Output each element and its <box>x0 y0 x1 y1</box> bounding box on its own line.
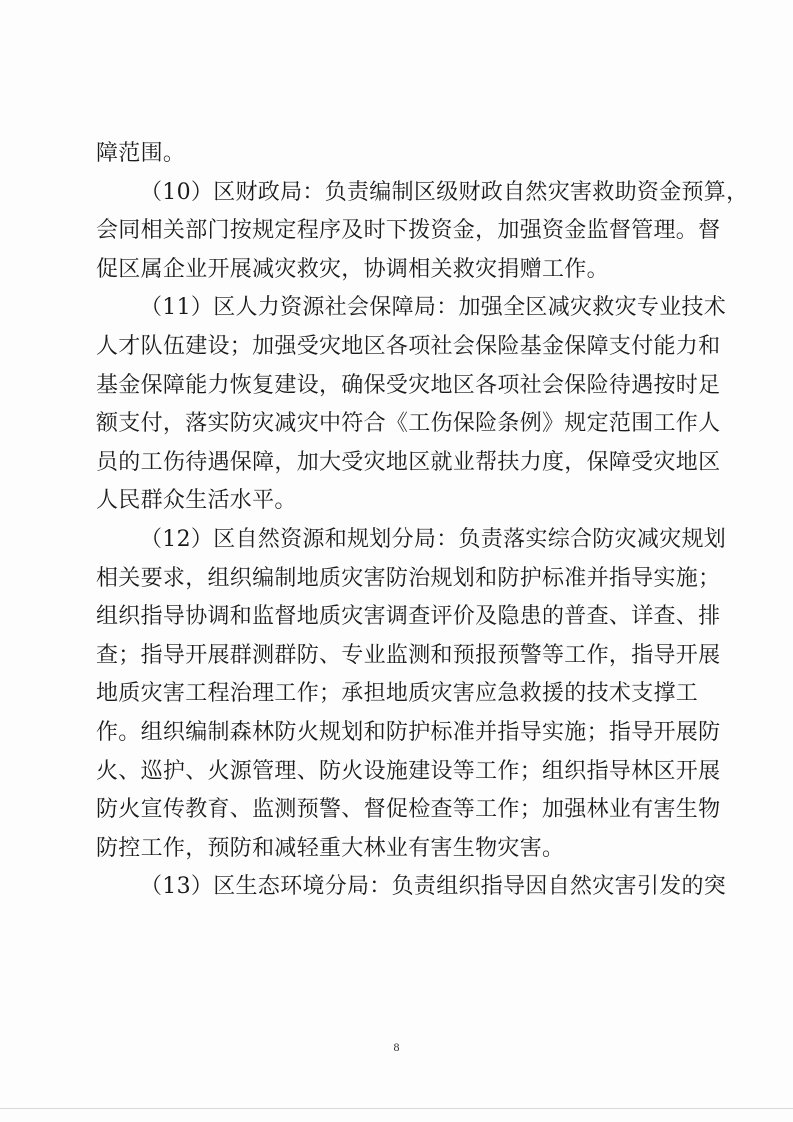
text-line: 障范围。 <box>96 141 186 166</box>
text-line: 防火宣传教育、监测预警、督促检查等工作；加强林业有害生物 <box>96 797 721 823</box>
text-line: 火、巡护、火源管理、防火设施建设等工作；组织指导林区开展 <box>96 758 721 784</box>
page-number: 8 <box>393 1040 400 1054</box>
text-line: 促区属企业开展减灾救灾，协调相关救灾捐赠工作。 <box>96 256 609 282</box>
text-line: 防控工作，预防和减轻重大林业有害生物灾害。 <box>96 835 565 861</box>
text-line: （11）区人力资源社会保障局：加强全区减灾救灾专业技术 <box>140 295 727 321</box>
text-line: 组织指导协调和监督地质灾害调查评价及隐患的普查、详查、排 <box>96 604 721 630</box>
text-line: 人才队伍建设；加强受灾地区各项社会保险基金保障支付能力和 <box>96 333 721 359</box>
text-line: 地质灾害工程治理工作；承担地质灾害应急救援的技术支撑工 <box>96 681 699 707</box>
text-line: （10）区财政局：负责编制区级财政自然灾害救助资金预算， <box>140 179 749 205</box>
text-line: 作。组织编制森林防火规划和防护标准并指导实施；指导开展防 <box>96 719 721 745</box>
text-line: 相关要求，组织编制地质灾害防治规划和防护标准并指导实施； <box>96 565 721 591</box>
text-line: （12）区自然资源和规划分局：负责落实综合防灾减灾规划 <box>140 526 727 552</box>
body-text <box>96 135 749 907</box>
text-line: 额支付，落实防灾减灾中符合《工伤保险条例》规定范围工作人 <box>96 411 721 437</box>
text-line: 人民群众生活水平。 <box>96 488 297 514</box>
text-line: 会同相关部门按规定程序及时下拨资金，加强资金监督管理。督 <box>96 218 721 244</box>
text-line: 查；指导开展群测群防、专业监测和预报预警等工作，指导开展 <box>96 642 721 668</box>
scan-edge-divider <box>0 1108 793 1109</box>
text-line: 基金保障能力恢复建设，确保受灾地区各项社会保险待遇按时足 <box>96 372 721 398</box>
text-line: 员的工伤待遇保障，加大受灾地区就业帮扶力度，保障受灾地区 <box>96 449 721 475</box>
text-line: （13）区生态环境分局：负责组织指导因自然灾害引发的突 <box>140 874 727 900</box>
